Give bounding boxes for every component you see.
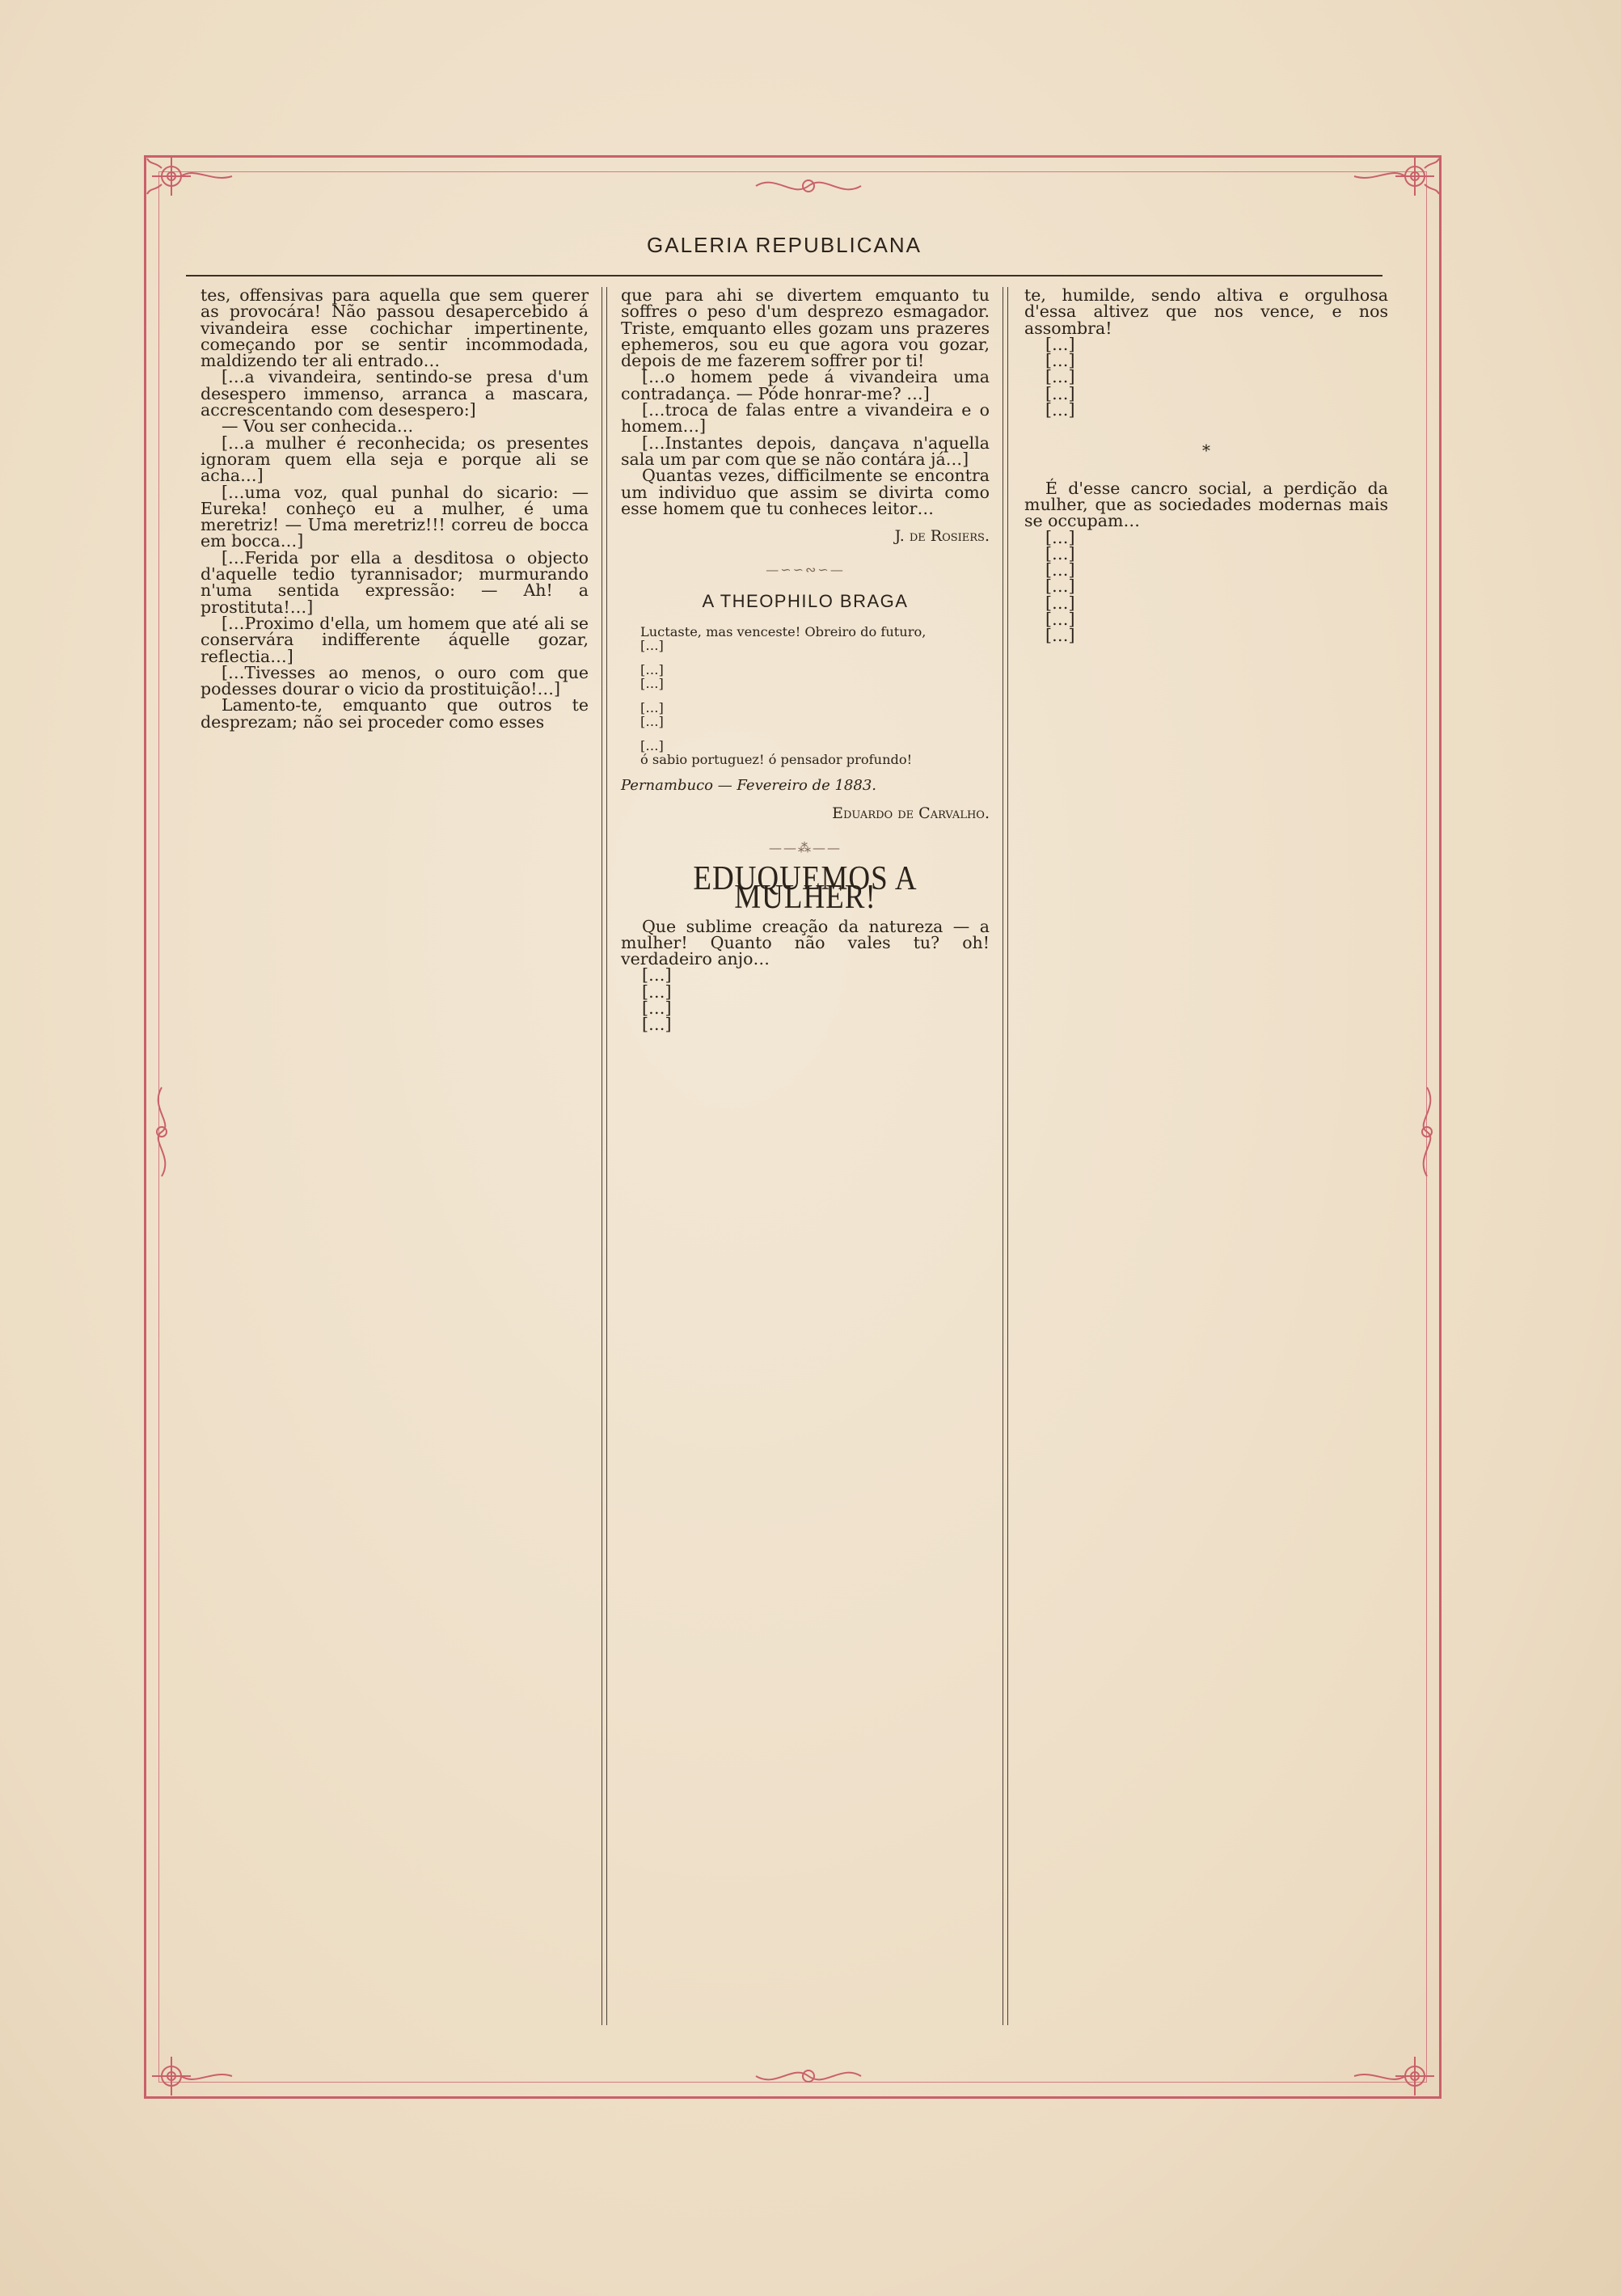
asterism: * <box>1202 441 1210 461</box>
column-b <box>621 287 990 1033</box>
poem-title: A THEOPHILO BRAGA <box>702 590 909 611</box>
poem-line: Luctaste, mas venceste! Obreiro do futuro, <box>640 624 927 640</box>
paragraph: tes, offensivas para aquella que sem querer as provocára! Não passou desapercebido á vivandeira esse cochichar impertinente, começando por se sentir incommodada, maldizendo ter ali entrado… <box>201 285 589 371</box>
top-right-corner-ornament-icon <box>1350 150 1447 223</box>
paragraph: […] <box>1045 367 1075 387</box>
paragraph: te, humilde, sendo altiva e orgulhosa d'essa altivez que nos vence, e nos assombra! <box>1024 285 1388 338</box>
column-divider-2b <box>1007 287 1008 2025</box>
poem-signature: Eduardo de Carvalho. <box>832 804 990 823</box>
paragraph: […a vivandeira, sentindo-se presa d'um desespero immenso, arranca a mascara, accrescentando com desespero:] <box>201 367 589 420</box>
article-headline: EDUQUEMOS A MULHER! <box>693 859 918 917</box>
paragraph: Quantas vezes, difficilmente se encontra um individuo que assim se divirta como esse homem que tu conheces leitor… <box>621 466 990 518</box>
left-side-ornament-icon <box>146 1083 178 1180</box>
poem-stanza <box>640 626 990 652</box>
paragraph: Que sublime creação da natureza — a mulher! Quanto não vales tu? oh! verdadeiro anjo… <box>621 916 990 969</box>
paragraph: […o homem pede á vivandeira uma contradança. — Póde honrar-me? …] <box>621 367 990 403</box>
paragraph: […] <box>1045 560 1075 580</box>
paragraph: […] <box>1045 626 1075 646</box>
paragraph: […] <box>1045 400 1075 420</box>
poem-line: […] <box>640 738 664 754</box>
poem-stanza <box>640 740 990 766</box>
paragraph: […] <box>1045 334 1075 354</box>
paragraph: […] <box>642 981 672 1002</box>
column-a <box>201 287 589 730</box>
poem-line: […] <box>640 637 664 653</box>
paragraph: […] <box>1045 576 1075 597</box>
right-side-ornament-icon <box>1411 1083 1443 1180</box>
bottom-right-corner-ornament-icon <box>1350 2029 1447 2102</box>
column-divider-1b <box>606 287 607 2025</box>
paragraph: […Ferida por ella a desditosa o objecto d'aquelle tedio tyrannisador; murmurando n'uma sentida expressão: — Ah! a prostituta!…] <box>201 547 589 617</box>
paragraph: É d'esse cancro social, a perdição da mulher, que as sociedades modernas mais se occupam… <box>1024 478 1388 531</box>
poem-date: Pernambuco — Fevereiro de 1883. <box>621 777 877 795</box>
paragraph: […Tivesses ao menos, o ouro com que podesses dourar o vicio da prostituição!…] <box>201 662 589 699</box>
paragraph: […] <box>1045 527 1075 547</box>
paragraph: […] <box>642 998 672 1019</box>
section-divider-ornament-icon: ——⁂—— <box>769 839 842 855</box>
paragraph: […] <box>642 1015 672 1035</box>
poem-line: […] <box>640 700 664 716</box>
poem-line: […] <box>640 713 664 729</box>
paragraph: […troca de falas entre a vivandeira e o homem…] <box>621 400 990 437</box>
poem-stanza <box>640 664 990 690</box>
column-c <box>1024 287 1388 644</box>
masthead-rule <box>186 275 1382 276</box>
paragraph: […Proximo d'ella, um homem que até ali se conservára indifferente áquelle gozar, reflectia…] <box>201 613 589 666</box>
bottom-center-scroll-ornament-icon <box>752 2060 865 2092</box>
paragraph: […] <box>1045 383 1075 403</box>
paragraph: […] <box>1045 610 1075 630</box>
top-left-corner-ornament-icon <box>139 150 236 223</box>
paragraph: que para ahi se divertem emquanto tu soffres o peso d'um desprezo esmagador. Triste, emquanto elles gozam uns prazeres ephemeros, sou eu que agora vou gozar, depois de me fazerem soffrer por ti! <box>621 285 990 371</box>
poem-line: […] <box>640 662 664 678</box>
paragraph: […uma voz, qual punhal do sicario: — Eureka! conheço eu a mulher, é uma meretriz! — Uma meretriz!!! correu de bocca em bocca…] <box>201 482 589 551</box>
paragraph: […] <box>1045 351 1075 371</box>
paragraph: […] <box>1045 593 1075 613</box>
paragraph: […] <box>642 965 672 986</box>
poem-line: ó sabio portuguez! ó pensador profundo! <box>640 751 913 767</box>
poem-line: […] <box>640 675 664 691</box>
article-signature: J. de Rosiers. <box>894 527 990 546</box>
paragraph: — Vou ser conhecida… <box>222 416 414 437</box>
poem-stanza <box>640 702 990 728</box>
poem <box>621 626 990 766</box>
paragraph: […] <box>1045 543 1075 563</box>
bottom-left-corner-ornament-icon <box>139 2029 236 2102</box>
paragraph: Lamento-te, emquanto que outros te desprezam; não sei proceder como esses <box>201 695 589 732</box>
paragraph: […Instantes depois, dançava n'aquella sala um par com que se não contára já…] <box>621 433 990 469</box>
section-divider-ornament-icon: —∽∽∾∽— <box>766 562 845 578</box>
masthead-title: GALERIA REPUBLICANA <box>647 233 922 257</box>
top-center-scroll-ornament-icon <box>752 170 865 202</box>
paragraph: […a mulher é reconhecida; os presentes ignoram quem ella seja e porque ali se acha…] <box>201 433 589 486</box>
